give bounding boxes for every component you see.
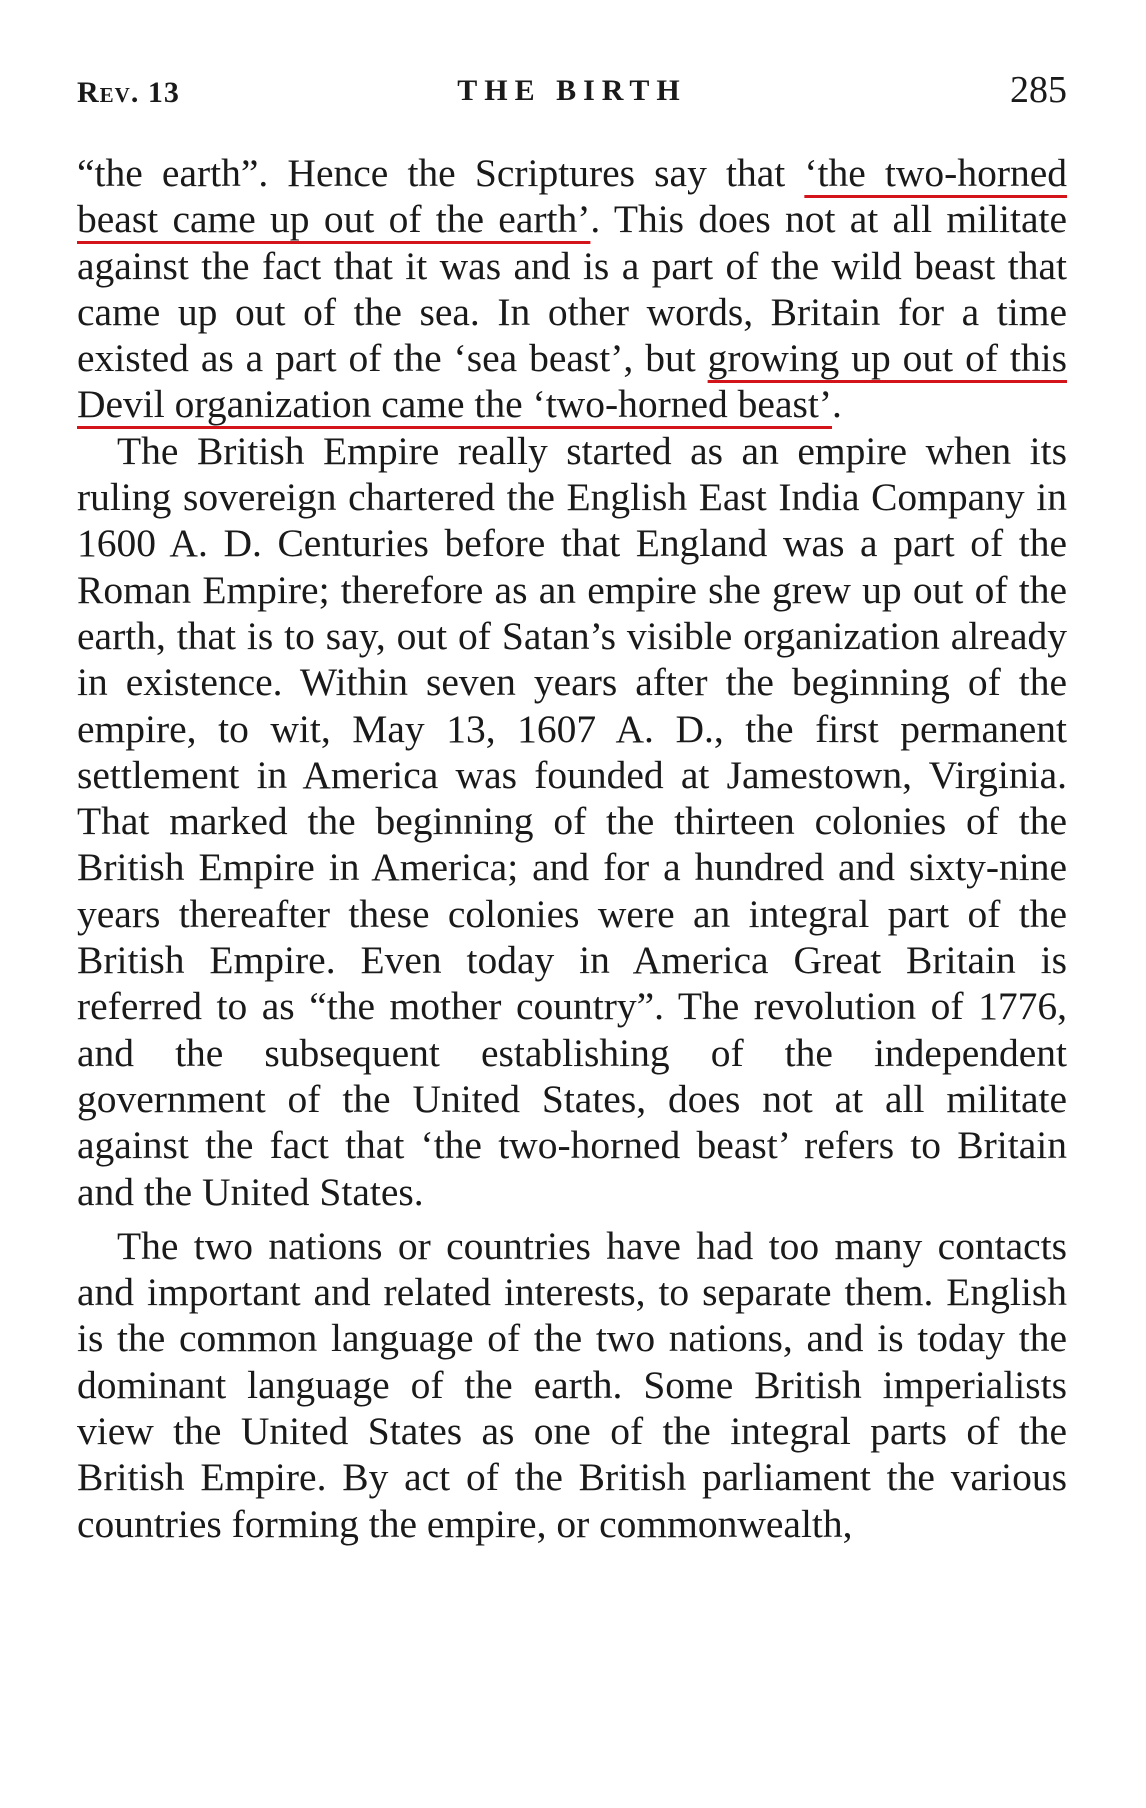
red-underlined-passage-1: ‘the two-horned beast came up out of the earth’ [77, 151, 1068, 242]
red-underlined-passage-2: growing up out of this Devil organization came the ‘two-horned beast’ [77, 336, 1067, 427]
paragraph-2: The British Empire really started as an empire when its ruling sovereign chartered the English East India Company in 1600 A. D. Centuries before that England was a part of the Roman Empire; therefore as an empire she grew up out of the earth, that is to say, out of Satan’s visible organization already in existence. Within seven years after the beginning of the empire, to wit, May 13, 1607 A. D., the first permanent settlement in America was founded at Jamestown, Virginia. That marked the beginning of the thirteen colonies of the British Empire in America; and for a hundred and sixty-nine years thereafter these colonies were an integral part of the British Empire. Even today in America Great Britain is referred to as “the mother country”. The revolution of 1776, and the subsequent establishing of the independent government of the United States, does not at all militate against the fact that ‘the two-horned beast’ refers to Britain and the United States. [77, 428, 1067, 1214]
page-number: 285 [1010, 69, 1067, 111]
header-chapter-ref: Rev. 13 [77, 76, 180, 109]
body-text [77, 150, 1067, 1547]
paragraph-1-text-c: . [831, 382, 842, 427]
paragraph-1-text-a: “the earth”. Hence the Scriptures say that [77, 151, 805, 195]
book-page [77, 62, 1067, 1547]
header-title: THE BIRTH [457, 74, 687, 107]
running-header [77, 62, 1067, 122]
paragraph-1-text-b: . This does not at all militate against the fact that it was and is a part of the wild beast that came up out of the sea. In other words, Britain for a time existed as a part of the ‘sea beast’, but [77, 197, 1067, 381]
paragraph-1 [77, 150, 1067, 428]
paragraph-3: The two nations or countries have had too many contacts and important and related interests, to separate them. English is the common language of the two nations, and is today the dominant language of the earth. Some British imperialists view the United States as one of the integral parts of the British Empire. By act of the British parliament the various countries forming the empire, or commonwealth, [77, 1223, 1067, 1546]
